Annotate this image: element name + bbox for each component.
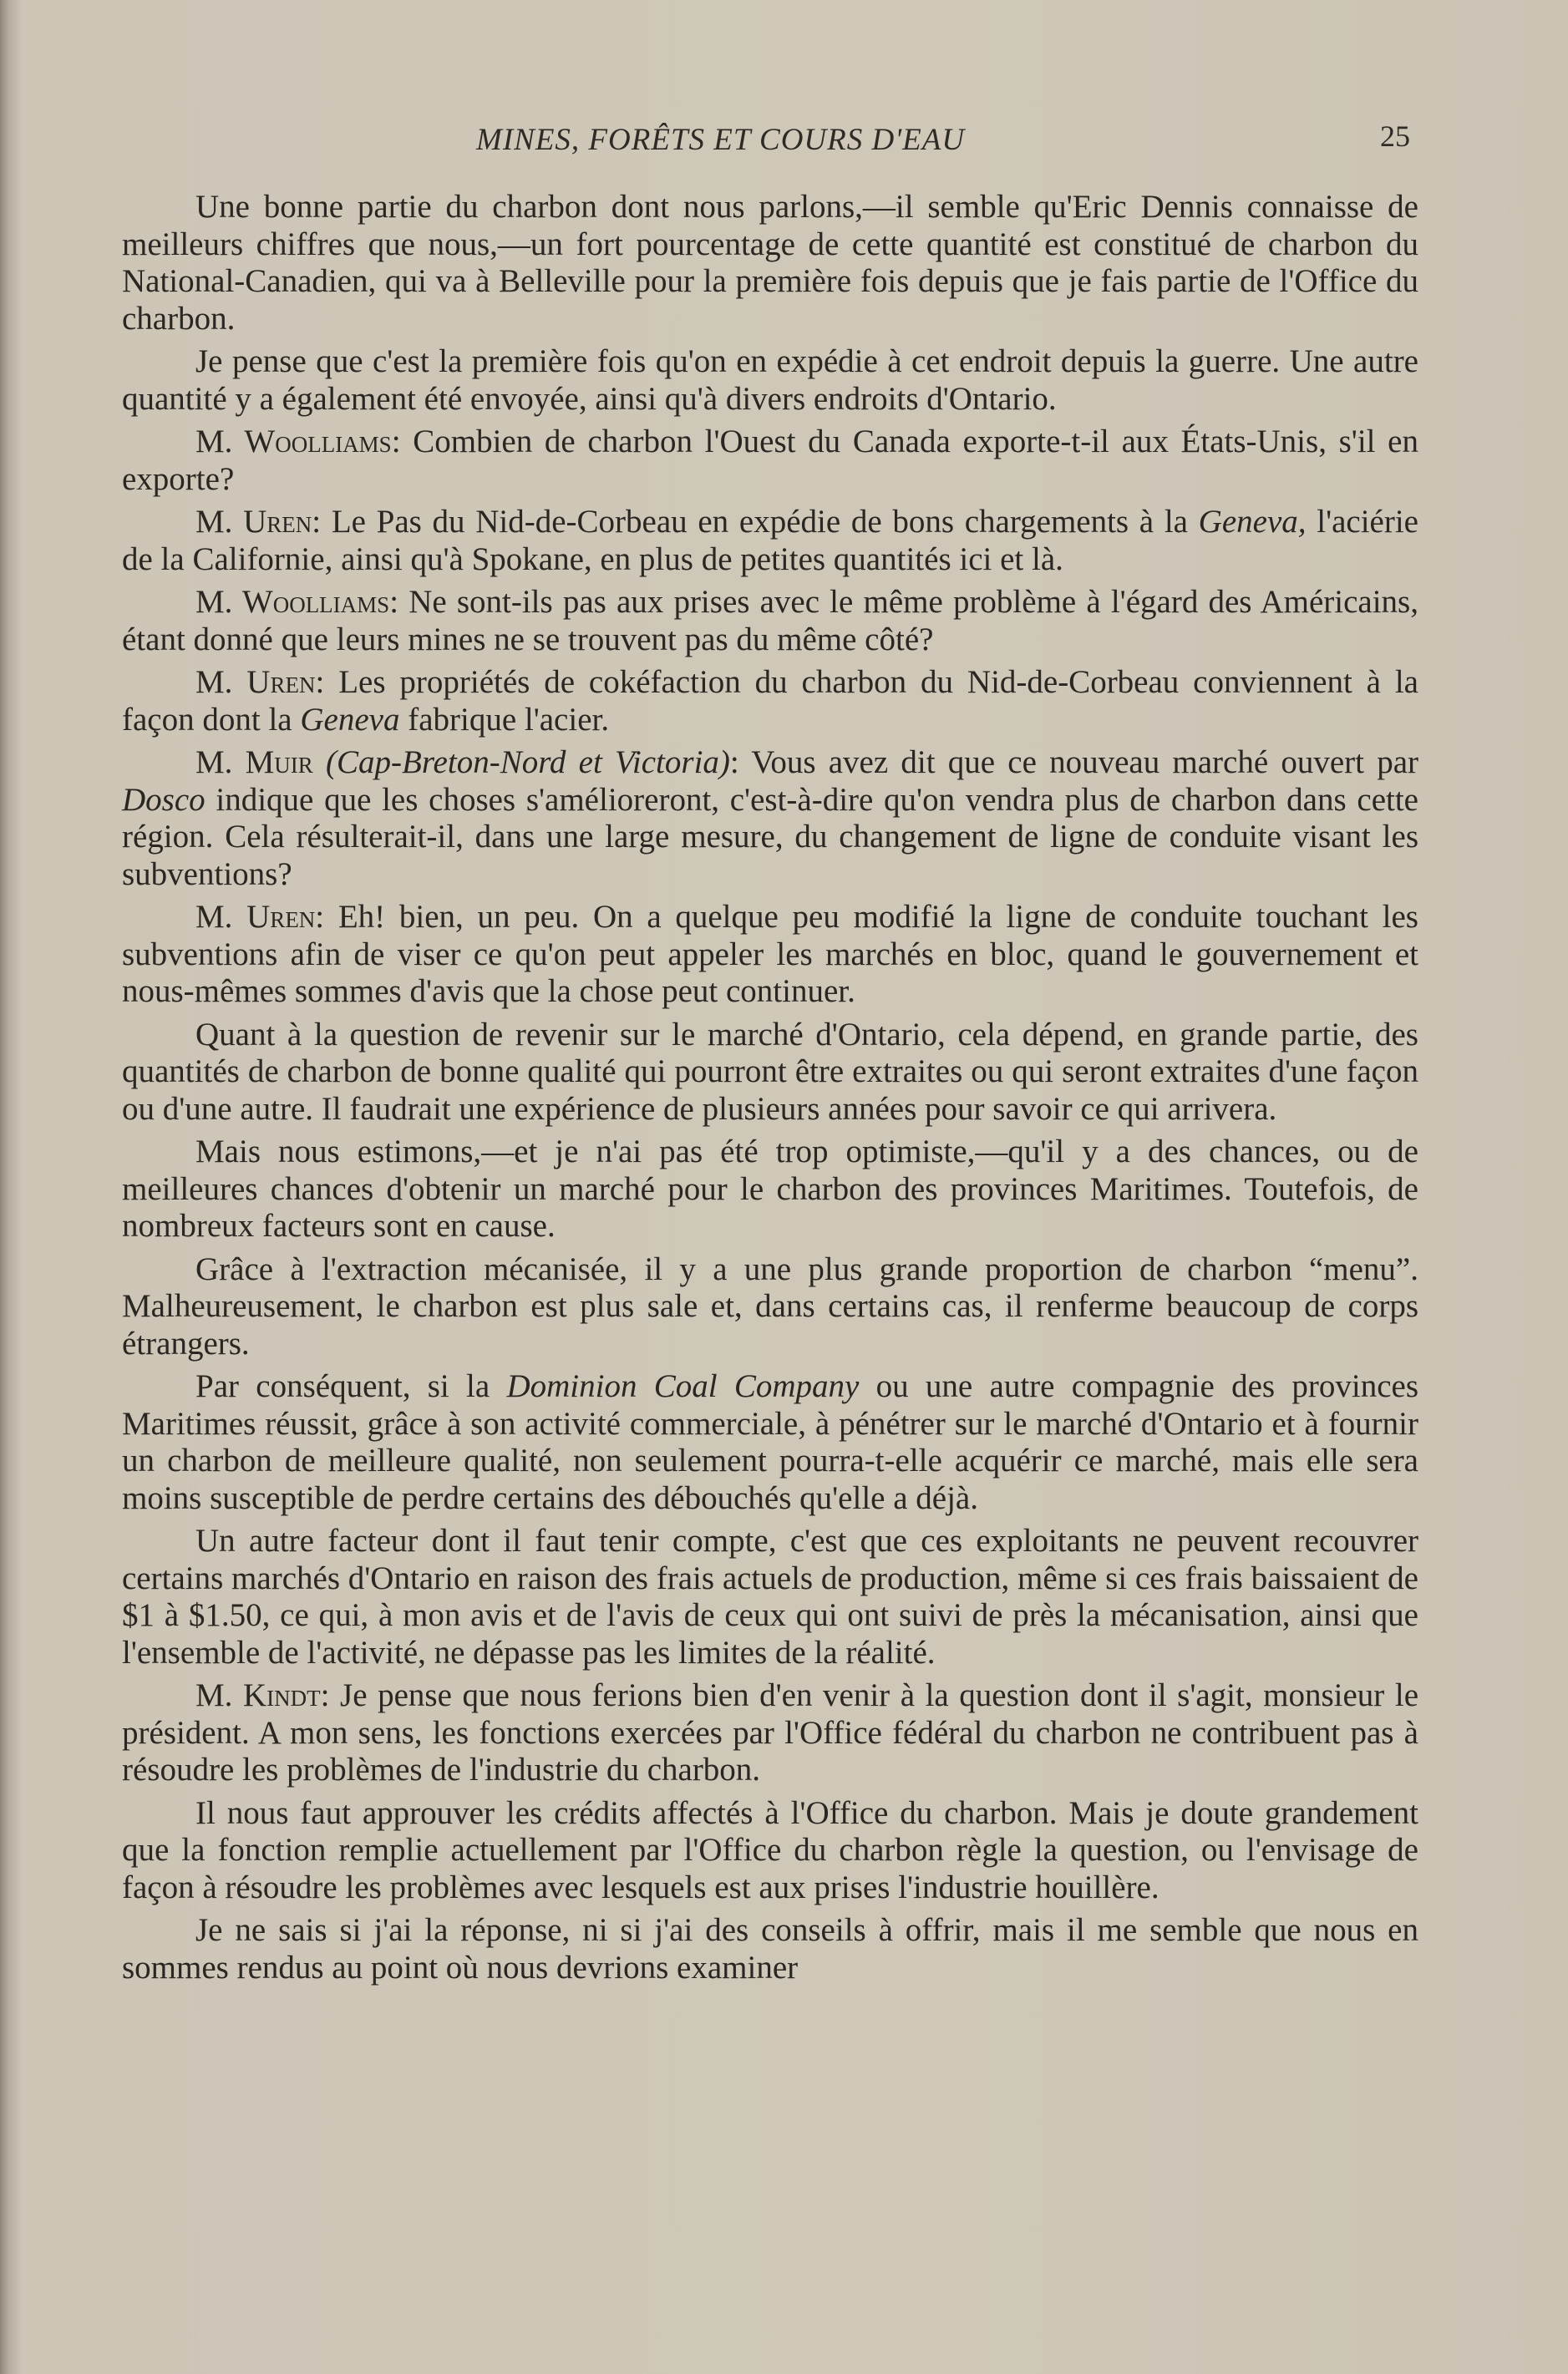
paragraph-16 xyxy=(122,1912,1418,1986)
italic-text: Geneva, xyxy=(1198,504,1307,540)
italic-text: Geneva xyxy=(300,701,400,738)
paragraph-8 xyxy=(122,899,1418,1011)
paragraph-text: Grâce à l'extraction mécanisée, il y a une plus grande proportion de charbon “menu”. Malheureusement, le charbon est plus sale et, dans certains cas, il renferme beaucoup de corps étrangers. xyxy=(122,1250,1418,1362)
paragraph-11 xyxy=(122,1251,1418,1363)
paragraph-9 xyxy=(122,1017,1418,1129)
page-number: 25 xyxy=(1380,119,1410,153)
speaker-name: M. Muir xyxy=(195,744,313,780)
paragraph-5 xyxy=(122,584,1418,658)
riding-name: (Cap-Breton-Nord et Victoria) xyxy=(326,744,730,780)
paragraph-15 xyxy=(122,1795,1418,1907)
italic-text: Dosco xyxy=(122,781,206,818)
italic-text: Dominion Coal Company xyxy=(506,1368,860,1404)
paragraph-text: Mais nous estimons,—et je n'ai pas été trop optimiste,—qu'il y a des chances, ou de meilleures chances d'obtenir un marché pour le charbon des provinces Maritimes. Toutefois, de nombreux facteurs sont en cause. xyxy=(122,1134,1418,1244)
paragraph-text: Je ne sais si j'ai la réponse, ni si j'ai des conseils à offrir, mais il me semble que nous en sommes rendus au point où nous devrions examiner xyxy=(122,1912,1418,1986)
speaker-name: M. Uren: xyxy=(195,664,325,700)
paragraph-text: Ne sont-ils pas aux prises avec le même problème à l'égard des Américains, étant donné que leurs mines ne se trouvent pas du même côté? xyxy=(122,584,1418,657)
paragraph-1 xyxy=(122,189,1418,337)
paragraph-2 xyxy=(122,343,1418,418)
speaker-name: M. Kindt: xyxy=(195,1677,330,1713)
paragraph-7 xyxy=(122,744,1418,893)
paragraph-text: Je pense que nous ferions bien d'en venir à la question dont il s'agit, monsieur le président. A mon sens, les fonctions exercées par l'Office fédéral du charbon ne contribuent pas à résoudre les problèmes de l'industrie du charbon. xyxy=(122,1677,1419,1788)
paragraph-text: Je pense que c'est la première fois qu'on en expédie à cet endroit depuis la guerre. Une autre quantité y a également été envoyée, ainsi qu'à divers endroits d'Ontario. xyxy=(122,343,1418,417)
running-title: MINES, FORÊTS ET COURS D'EAU xyxy=(476,123,966,157)
paragraph-text: Par conséquent, si la xyxy=(195,1368,507,1404)
paragraph-text: Combien de charbon l'Ouest du Canada exporte-t-il aux États-Unis, s'il en exporte? xyxy=(122,424,1418,497)
paragraph-text: Les propriétés de cokéfaction du charbon du Nid-de-Corbeau conviennent à la façon dont la xyxy=(122,664,1418,738)
paragraph-13 xyxy=(122,1523,1418,1671)
body-text xyxy=(122,189,1418,1992)
paragraph-3 xyxy=(122,424,1418,498)
paragraph-text: indique que les choses s'amélioreront, c'est-à-dire qu'on vendra plus de charbon dans cette région. Cela résulterait-il, dans une large mesure, du changement de ligne de conduite visant les subventions? xyxy=(122,781,1418,892)
paragraph-text: fabrique l'acier. xyxy=(399,701,610,738)
paragraph-10 xyxy=(122,1134,1418,1245)
paragraph-text: Il nous faut approuver les crédits affectés à l'Office du charbon. Mais je doute grandement que la fonction remplie actuellement par l'Office du charbon règle la question, ou l'envisage de façon à résoudre les problèmes avec lesquels est aux prises l'industrie houillère. xyxy=(122,1794,1418,1905)
paragraph-text: Un autre facteur dont il faut tenir compte, c'est que ces exploitants ne peuvent recouvrer certains marchés d'Ontario en raison des frais actuels de production, même si ces frais baissaient de $1 à $1.50, ce qui, à mon avis et de l'avis de ceux qui ont suivi de près la mécanisation, ainsi que l'ensemble de l'activité, ne dépasse pas les limites de la réalité. xyxy=(122,1523,1418,1671)
paragraph-text: : Vous avez dit que ce nouveau marché ouvert par xyxy=(729,744,1418,780)
paragraph-4 xyxy=(122,504,1418,578)
paragraph-14 xyxy=(122,1677,1418,1789)
paragraph-text: Eh! bien, un peu. On a quelque peu modifié la ligne de conduite touchant les subventions afin de viser ce qu'on peut appeler les marchés en bloc, quand le gouvernement et nous-mêmes sommes d'avis que la chose peut continuer. xyxy=(122,899,1418,1009)
paragraph-6 xyxy=(122,664,1418,738)
paragraph-text: Le Pas du Nid-de-Corbeau en expédie de bons chargements à la xyxy=(321,504,1199,540)
speaker-name: M. Woolliams: xyxy=(195,584,399,620)
paragraph-text: Quant à la question de revenir sur le marché d'Ontario, cela dépend, en grande partie, des quantités de charbon de bonne qualité qui pourront être extraites ou qui seront extraites d'une façon ou d'une autre. Il faudrait une expérience de plusieurs années pour savoir ce qui arrivera. xyxy=(122,1016,1418,1127)
page-header xyxy=(0,115,1568,165)
speaker-name: M. Uren: xyxy=(195,899,325,935)
paragraph-text: ou une autre compagnie des provinces Maritimes réussit, grâce à son activité commerciale, à pénétrer sur le marché d'Ontario et à fournir un charbon de meilleure qualité, non seulement pourra-t-elle acquérir ce marché, mais elle sera moins susceptible de perdre certains des débouchés qu'elle a déjà. xyxy=(122,1368,1418,1516)
speaker-name: M. Woolliams: xyxy=(195,424,401,459)
paragraph-text: Une bonne partie du charbon dont nous parlons,—il semble qu'Eric Dennis connaisse de meilleurs chiffres que nous,—un fort pourcentage de cette quantité est constitué de charbon du National-Canadien, qui va à Belleville pour la première fois depuis que je fais partie de l'Office du charbon. xyxy=(122,189,1418,337)
paragraph-text: l'aciérie de la Californie, ainsi qu'à Spokane, en plus de petites quantités ici et là. xyxy=(122,504,1418,577)
paragraph-12 xyxy=(122,1368,1418,1517)
speaker-name: M. Uren: xyxy=(195,504,322,540)
